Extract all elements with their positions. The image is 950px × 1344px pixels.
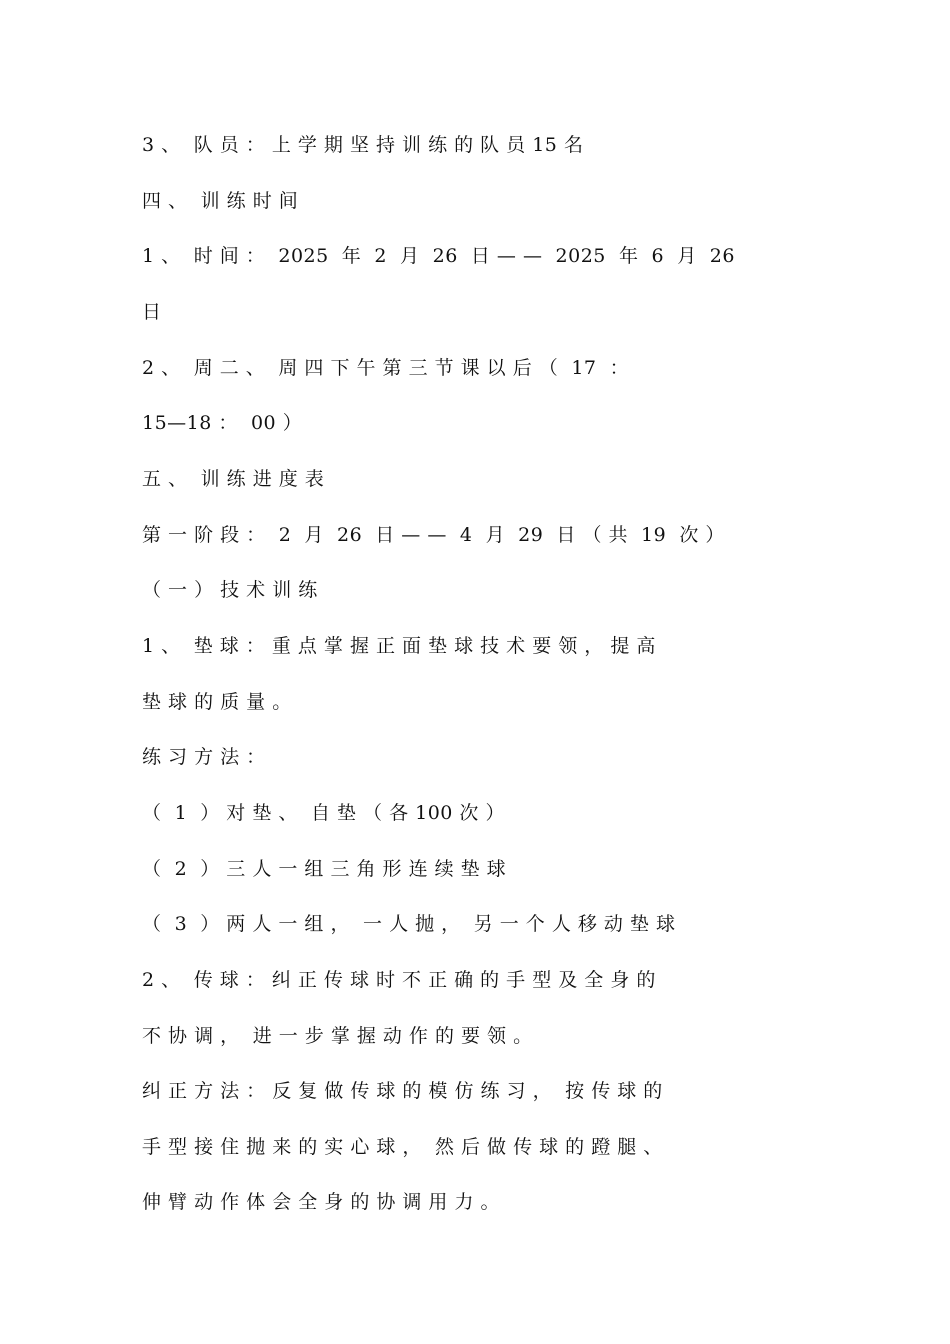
text-line-schedule-cont: 15—18 ： 00 ） xyxy=(142,412,303,434)
text-line-schedule: 2 、 周 二 、 周 四 下 午 第 三 节 课 以 后 （ 17 ： xyxy=(142,357,630,379)
text-line-phase-one: 第 一 阶 段 ： 2 月 26 日 — — 4 月 29 日 （ 共 19 次 ） xyxy=(142,524,725,546)
text-line-date-range-cont: 日 xyxy=(142,301,162,323)
list-item-2: （ 2 ） 三 人 一 组 三 角 形 连 续 垫 球 xyxy=(142,858,507,880)
heading-practice-method: 练 习 方 法 ： xyxy=(142,746,266,768)
text-line-digging: 1 、 垫 球 ： 重 点 掌 握 正 面 垫 球 技 术 要 领 ， 提 高 xyxy=(142,635,656,657)
text-line-passing: 2 、 传 球 ： 纠 正 传 球 时 不 正 确 的 手 型 及 全 身 的 xyxy=(142,969,656,991)
heading-technical-training: （ 一 ） 技 术 训 练 xyxy=(142,579,318,601)
text-line-correction-cont: 手 型 接 住 抛 来 的 实 心 球 ， 然 后 做 传 球 的 蹬 腿 、 xyxy=(142,1136,663,1158)
list-item-3: （ 3 ） 两 人 一 组 ， 一 人 抛 ， 另 一 个 人 移 动 垫 球 xyxy=(142,913,676,935)
text-line-members: 3 、 队 员 ： 上 学 期 坚 持 训 练 的 队 员 15 名 xyxy=(142,134,584,156)
text-line-passing-cont: 不 协 调 ， 进 一 步 掌 握 动 作 的 要 领 。 xyxy=(142,1025,533,1047)
text-line-correction: 纠 正 方 法 ： 反 复 做 传 球 的 模 仿 练 习 ， 按 传 球 的 xyxy=(142,1080,663,1102)
text-line-date-range: 1 、 时 间 ： 2025 年 2 月 26 日 — — 2025 年 6 月 26 xyxy=(142,245,735,267)
text-line-digging-cont: 垫 球 的 质 量 。 xyxy=(142,691,292,713)
heading-progress-table: 五 、 训 练 进 度 表 xyxy=(142,468,325,490)
list-item-1: （ 1 ） 对 垫 、 自 垫 （ 各 100 次 ） xyxy=(142,802,505,824)
heading-training-time: 四 、 训 练 时 间 xyxy=(142,190,299,212)
text-line-correction-end: 伸 臂 动 作 体 会 全 身 的 协 调 用 力 。 xyxy=(142,1191,501,1213)
